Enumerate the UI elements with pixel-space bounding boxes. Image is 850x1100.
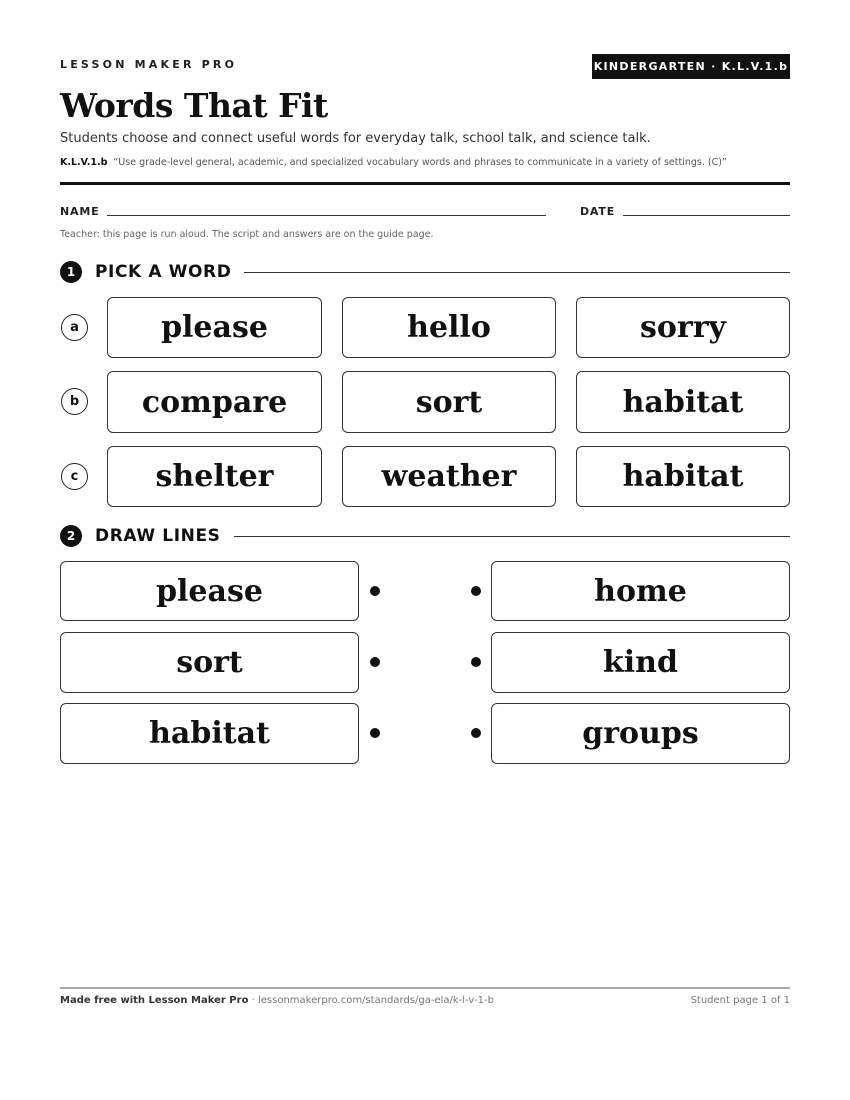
right-connector-dot[interactable] — [471, 657, 481, 667]
match-left-card[interactable]: please — [60, 561, 359, 621]
section-title: DRAW LINES — [95, 526, 221, 546]
section-number: 2 — [60, 525, 82, 547]
footer-made-with: Made free with Lesson Maker Pro — [60, 995, 249, 1006]
page-title: Words That Fit — [60, 86, 328, 125]
name-field[interactable] — [107, 215, 546, 216]
footer-credit — [60, 995, 494, 1006]
word-card[interactable]: habitat — [576, 446, 790, 507]
left-connector-dot[interactable] — [370, 728, 380, 738]
date-label: DATE — [580, 205, 616, 218]
left-connector-dot[interactable] — [370, 657, 380, 667]
word-card[interactable]: sort — [342, 371, 556, 433]
name-label: NAME — [60, 205, 100, 218]
right-connector-dot[interactable] — [471, 728, 481, 738]
match-right-card[interactable]: kind — [491, 632, 790, 693]
standard-code: K.L.V.1.b — [60, 157, 108, 168]
page-subtitle: Students choose and connect useful words for everyday talk, school talk, and science talk. — [60, 131, 651, 146]
grade-standard-badge: KINDERGARTEN · K.L.V.1.b — [592, 54, 790, 79]
section-pick-a-word-header — [60, 261, 790, 283]
standard-text: “Use grade-level general, academic, and specialized vocabulary words and phrases to communicate in a variety of settings. (C)” — [113, 157, 727, 168]
row-letter-a: a — [61, 314, 88, 341]
match-left-card[interactable]: habitat — [60, 703, 359, 764]
standard-line — [60, 157, 727, 168]
left-connector-dot[interactable] — [370, 586, 380, 596]
section-number: 1 — [60, 261, 82, 283]
date-field[interactable] — [623, 215, 790, 216]
word-card[interactable]: habitat — [576, 371, 790, 433]
header-divider — [60, 182, 790, 185]
word-card[interactable]: shelter — [107, 446, 322, 507]
brand-name: LESSON MAKER PRO — [60, 58, 238, 71]
word-card[interactable]: weather — [342, 446, 556, 507]
section-title: PICK A WORD — [95, 262, 232, 282]
teacher-note: Teacher: this page is run aloud. The script and answers are on the guide page. — [60, 229, 434, 240]
word-card[interactable]: hello — [342, 297, 556, 358]
section-divider — [234, 536, 790, 537]
section-divider — [244, 272, 790, 273]
match-left-card[interactable]: sort — [60, 632, 359, 693]
footer-page-number: Student page 1 of 1 — [690, 995, 790, 1006]
match-right-card[interactable]: home — [491, 561, 790, 621]
row-letter-b: b — [61, 388, 88, 415]
row-letter-c: c — [61, 463, 88, 490]
word-card[interactable]: compare — [107, 371, 322, 433]
word-card[interactable]: please — [107, 297, 322, 358]
section-draw-lines-header — [60, 525, 790, 547]
footer-divider — [60, 987, 790, 989]
word-card[interactable]: sorry — [576, 297, 790, 358]
match-right-card[interactable]: groups — [491, 703, 790, 764]
footer-url[interactable]: · lessonmakerpro.com/standards/ga-ela/k-l-v-1-b — [248, 995, 494, 1006]
right-connector-dot[interactable] — [471, 586, 481, 596]
